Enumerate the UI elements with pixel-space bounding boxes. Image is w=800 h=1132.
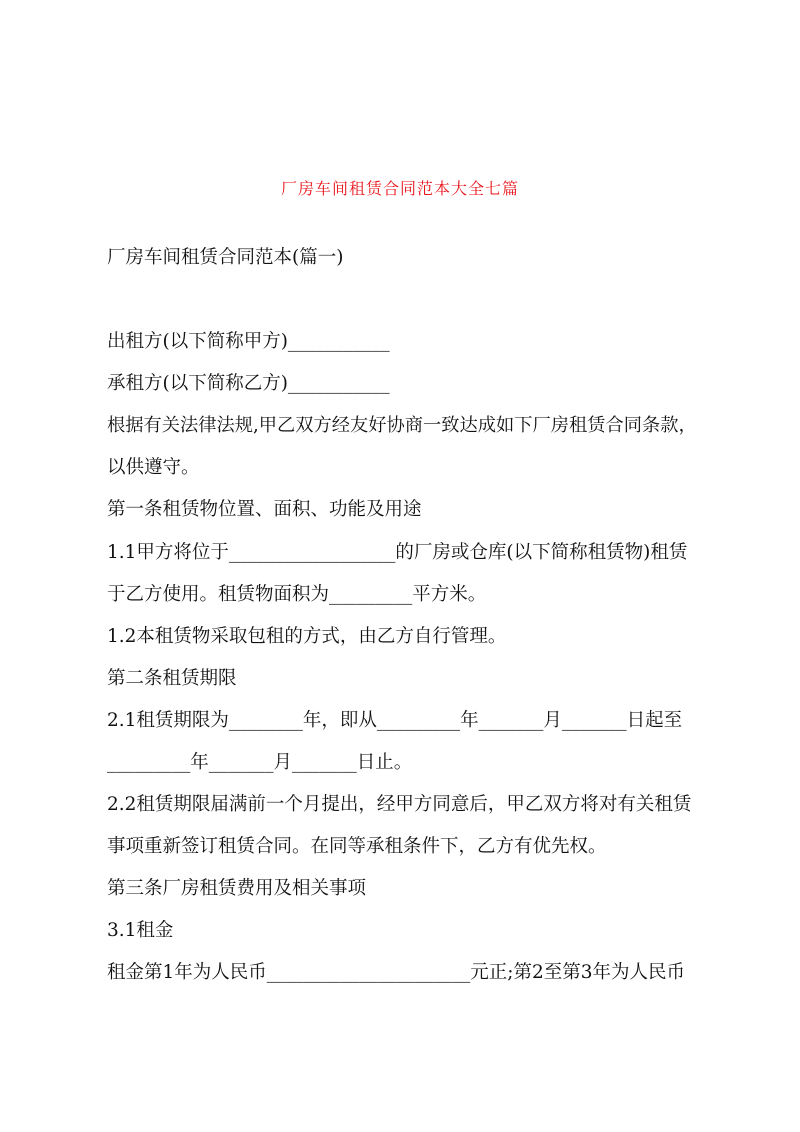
clause-heading: 第二条租赁期限 bbox=[107, 668, 237, 689]
subclause-heading: 3.1租金 bbox=[107, 920, 174, 941]
lessee-line: 承租方(以下简称乙方)___________ bbox=[107, 373, 390, 394]
paragraph-line: 1.2本租赁物采取包租的方式，由乙方自行管理。 bbox=[107, 626, 507, 647]
paragraph-line: 根据有关法律法规,甲乙双方经友好协商一致达成如下厂房租赁合同条款， bbox=[107, 415, 697, 436]
clause-heading: 第三条厂房租赁费用及相关事项 bbox=[107, 878, 367, 899]
paragraph-line: 2.2租赁期限届满前一个月提出，经甲方同意后，甲乙双方将对有关租赁 bbox=[107, 794, 692, 815]
clause-heading: 第一条租赁物位置、面积、功能及用途 bbox=[107, 499, 422, 520]
paragraph-line: 2.1租赁期限为________年，即从_________年_______月_______日起至 bbox=[107, 710, 683, 731]
paragraph-line: 于乙方使用。租赁物面积为_________平方米。 bbox=[107, 584, 487, 605]
document-title: 厂房车间租赁合同范本大全七篇 bbox=[280, 179, 519, 198]
paragraph-line: _________年_______月_______日止。 bbox=[107, 752, 413, 773]
paragraph-line: 以供遵守。 bbox=[107, 457, 200, 478]
lessor-line: 出租方(以下简称甲方)___________ bbox=[107, 331, 390, 352]
paragraph-line: 租金第1年为人民币______________________元正;第2至第3年为人民币 bbox=[107, 962, 686, 983]
section-heading: 厂房车间租赁合同范本(篇一) bbox=[107, 247, 344, 268]
paragraph-line: 事项重新签订租赁合同。在同等承租条件下，乙方有优先权。 bbox=[107, 836, 607, 857]
paragraph-line: 1.1甲方将位于__________________的厂房或仓库(以下简称租赁物)租赁 bbox=[107, 542, 688, 563]
